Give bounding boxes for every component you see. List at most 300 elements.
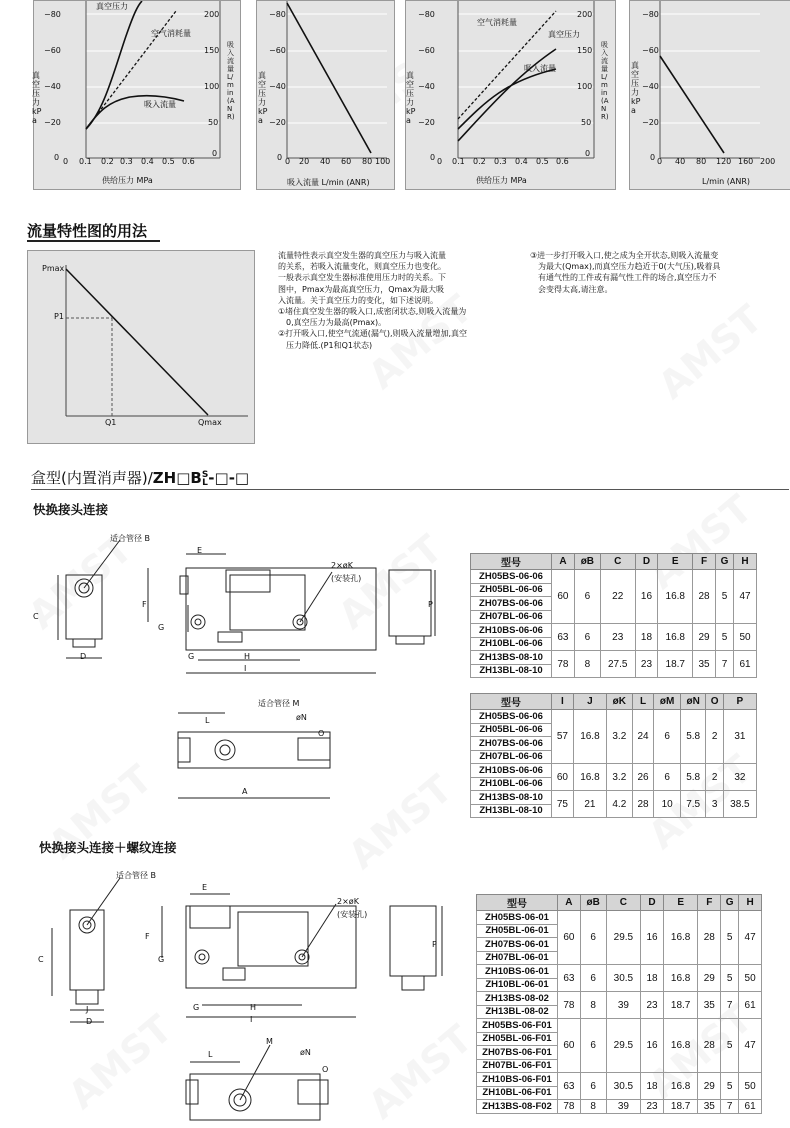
value-cell: 61 [739, 1100, 762, 1114]
model-cell: ZH10BL-06-06 [471, 777, 552, 791]
value-cell: 16.8 [663, 1073, 698, 1100]
box-title-sub: L [202, 477, 208, 488]
chart2-ytick-3: −20 [269, 118, 286, 127]
header-col: G [715, 554, 733, 570]
value-cell: 6 [654, 710, 680, 764]
value-cell: 61 [734, 651, 757, 678]
value-cell: 16.8 [573, 764, 606, 791]
value-cell: 39 [606, 1100, 641, 1114]
sub2-label-hole2: (安装孔) [337, 910, 368, 919]
chart2-xtick-1: 20 [299, 157, 310, 166]
chart1-curve-label-suction: 吸入流量 [144, 100, 176, 109]
value-cell: 16.8 [663, 911, 698, 965]
model-cell: ZH05BS-06-F01 [477, 1019, 558, 1033]
chart1-ytick-0: −80 [44, 10, 61, 19]
flow-text-line: 流量特性表示真空发生器的真空压力与吸入流量 [278, 251, 446, 260]
value-cell: 6 [580, 965, 606, 992]
model-cell: ZH07BL-06-06 [471, 610, 552, 624]
model-cell: ZH10BS-06-F01 [477, 1073, 558, 1087]
value-cell: 28 [632, 791, 654, 818]
chart4-xlabel: L/min (ANR) [702, 177, 751, 186]
header-col: L [632, 694, 654, 710]
model-cell: ZH05BL-06-06 [471, 583, 552, 597]
value-cell: 63 [558, 965, 581, 992]
sub1-drawing [40, 530, 460, 810]
sub1-spec-table-1 [470, 553, 757, 678]
header-col: I [552, 694, 574, 710]
sub1-label-g2: G [188, 652, 195, 661]
table-row [471, 710, 757, 724]
box-title-prefix: 盒型(内置消声器)/ [31, 469, 153, 487]
chart1-ylabel: 真空压力 kPa [32, 71, 42, 125]
table-row [471, 624, 757, 638]
flow-section-rule [27, 240, 160, 242]
chart4-ytick-3: −20 [642, 118, 659, 127]
chart1-ytick-4: 0 [54, 153, 60, 162]
value-cell: 8 [580, 992, 606, 1019]
sub1-label-tube-m: 适合管径 M [258, 699, 300, 708]
value-cell: 31 [723, 710, 756, 764]
flow-text-line: 入流量。关于真空压力的变化，如下述说明。 [278, 295, 438, 305]
chart4-ytick-0: −80 [642, 10, 659, 19]
header-col: C [606, 895, 641, 911]
value-cell: 5 [715, 624, 733, 651]
chart2-ytick-0: −80 [269, 10, 286, 19]
value-cell: 5.8 [680, 764, 706, 791]
value-cell: 23 [641, 1100, 664, 1114]
flow-text-line: 图中，Pmax为最高真空压力，Qmax为最大吸 [278, 284, 444, 294]
value-cell: 8 [580, 1100, 606, 1114]
sub2-label-g: G [158, 955, 165, 964]
chart2-flow-line [287, 3, 371, 153]
header-col: H [734, 554, 757, 570]
sub2-label-p: P [432, 940, 437, 949]
model-cell: ZH05BS-06-06 [471, 710, 552, 724]
sub2-label-tube-b: 适合管径 B [116, 871, 157, 880]
model-cell: ZH10BS-06-01 [477, 965, 558, 979]
flow-text-line: 压力降低.(P1和Q1状态) [278, 340, 373, 350]
value-cell: 35 [698, 992, 721, 1019]
value-cell: 16 [635, 570, 658, 624]
flow-chart-p1: P1 [54, 312, 64, 321]
value-cell: 26 [632, 764, 654, 791]
value-cell: 18.7 [663, 1100, 698, 1114]
chart4-xtick-2: 80 [696, 157, 707, 166]
chart2-xlabel: 吸入流量 L/min (ANR) [287, 178, 370, 187]
value-cell: 7.5 [680, 791, 706, 818]
value-cell: 78 [558, 1100, 581, 1114]
chart2-xtick-2: 40 [320, 157, 331, 166]
value-cell: 30.5 [606, 1073, 641, 1100]
table-header-row [471, 694, 757, 710]
header-col: J [573, 694, 606, 710]
sub2-label-f: F [145, 932, 150, 941]
chart4-xtick-1: 40 [675, 157, 686, 166]
value-cell: 4.2 [607, 791, 633, 818]
table-row [477, 1073, 762, 1087]
chart4-flow-line [660, 56, 724, 153]
value-cell: 38.5 [723, 791, 756, 818]
value-cell: 6 [580, 1019, 606, 1073]
model-cell: ZH05BS-06-01 [477, 911, 558, 925]
chart-vacuum-vs-supply-2 [405, 0, 616, 190]
sub2-label-h: H [250, 1003, 257, 1012]
sub1-label-f: F [142, 600, 147, 609]
value-cell: 57 [552, 710, 574, 764]
flow-characteristic-chart [27, 250, 255, 444]
flow-section-title: 流量特性图的用法 [27, 222, 148, 240]
value-cell: 8 [574, 651, 600, 678]
sub2-label-n: øN [300, 1048, 311, 1057]
value-cell: 5 [721, 911, 739, 965]
model-cell: ZH13BL-08-02 [477, 1005, 558, 1019]
value-cell: 5.8 [680, 710, 706, 764]
value-cell: 32 [723, 764, 756, 791]
chart3-ylabel: 真空压力 kPa [406, 71, 416, 125]
chart1-xtick-2: 0.2 [101, 157, 114, 166]
watermark-text [650, 296, 771, 407]
sub1-label-p: P [428, 600, 433, 609]
table-row [471, 570, 757, 584]
value-cell: 16 [641, 1019, 664, 1073]
value-cell: 16 [641, 911, 664, 965]
value-cell: 61 [739, 992, 762, 1019]
value-cell: 60 [558, 1019, 581, 1073]
value-cell: 28 [698, 911, 721, 965]
flow-text-line: ②打开吸入口,使空气流通(漏气),则吸入流量增加,真空 [278, 329, 468, 339]
value-cell: 5 [715, 570, 733, 624]
value-cell: 2 [706, 764, 723, 791]
flow-text-col2 [530, 250, 770, 295]
model-cell: ZH07BS-06-01 [477, 938, 558, 952]
model-cell: ZH10BS-06-06 [471, 624, 552, 638]
header-col: A [558, 895, 581, 911]
value-cell: 7 [721, 1100, 739, 1114]
chart2-ytick-2: −40 [269, 82, 286, 91]
table-row [471, 651, 757, 665]
table-header-row [477, 895, 762, 911]
value-cell: 28 [698, 1019, 721, 1073]
table-row [477, 1019, 762, 1033]
header-model: 型号 [471, 554, 552, 570]
chart4-xtick-4: 160 [738, 157, 754, 166]
chart1-xlabel: 供给压力 MPa [102, 176, 153, 185]
header-col: G [721, 895, 739, 911]
table-row [471, 764, 757, 778]
value-cell: 18.7 [658, 651, 693, 678]
box-section-rule [31, 489, 789, 490]
value-cell: 50 [734, 624, 757, 651]
value-cell: 16.8 [658, 570, 693, 624]
model-cell: ZH07BS-06-06 [471, 737, 552, 751]
model-cell: ZH13BL-08-10 [471, 664, 552, 678]
value-cell: 24 [632, 710, 654, 764]
flow-text-line: 的关系，若吸入流量变化，则真空压力也变化。 [278, 262, 446, 272]
value-cell: 2 [706, 710, 723, 764]
value-cell: 60 [552, 764, 574, 791]
value-cell: 63 [552, 624, 575, 651]
sub2-label-e: E [202, 883, 208, 892]
value-cell: 28 [693, 570, 716, 624]
chart3-y2tick-2: 100 [577, 82, 593, 91]
value-cell: 35 [698, 1100, 721, 1114]
chart1-y2tick-2: 100 [204, 82, 220, 91]
chart-vacuum-vs-flow-1 [256, 0, 395, 190]
header-col: F [698, 895, 721, 911]
chart-vacuum-vs-flow-2 [629, 0, 790, 190]
header-model: 型号 [477, 895, 558, 911]
flow-text-line: 会变得太高,请注意。 [530, 284, 613, 294]
chart3-curve-label-vacuum: 真空压力 [548, 30, 580, 39]
value-cell: 29.5 [606, 1019, 641, 1073]
chart1-ytick-1: −60 [44, 46, 61, 55]
value-cell: 6 [654, 764, 680, 791]
flow-text-line: 为最大(Qmax),而真空压力趋近于0(大气压),吸着具 [530, 262, 721, 272]
value-cell: 29 [698, 965, 721, 992]
value-cell: 3.2 [607, 710, 633, 764]
value-cell: 60 [552, 570, 575, 624]
chart1-y2label: 吸入流量 L/min (ANR) [227, 41, 235, 121]
flow-text-line: ③进一步打开吸入口,使之成为全开状态,则吸入流量变 [530, 251, 719, 260]
header-col: øB [580, 895, 606, 911]
value-cell: 47 [739, 911, 762, 965]
value-cell: 18 [641, 1073, 664, 1100]
value-cell: 16.8 [663, 1019, 698, 1073]
header-col: O [706, 694, 723, 710]
value-cell: 78 [558, 992, 581, 1019]
sub1-label-l: L [205, 716, 210, 725]
value-cell: 5 [721, 965, 739, 992]
value-cell: 3.2 [607, 764, 633, 791]
header-col: øB [574, 554, 600, 570]
chart3-xtick-0: 0 [437, 157, 443, 166]
chart4-xtick-3: 120 [716, 157, 732, 166]
value-cell: 6 [574, 624, 600, 651]
chart1-xtick-6: 0.6 [182, 157, 195, 166]
value-cell: 39 [606, 992, 641, 1019]
chart1-ytick-3: −20 [44, 118, 61, 127]
value-cell: 5 [721, 1019, 739, 1073]
flow-chart-pmax: Pmax [42, 264, 65, 273]
header-col: E [663, 895, 698, 911]
chart4-ytick-2: −40 [642, 82, 659, 91]
value-cell: 30.5 [606, 965, 641, 992]
sub1-spec-table-2 [470, 693, 757, 818]
sub2-label-o: O [322, 1065, 329, 1074]
header-col: H [739, 895, 762, 911]
sub1-label-hole2: (安装孔) [331, 574, 362, 583]
model-cell: ZH10BL-06-01 [477, 978, 558, 992]
header-col: F [693, 554, 716, 570]
model-cell: ZH13BS-08-10 [471, 791, 552, 805]
value-cell: 21 [573, 791, 606, 818]
flow-text-col1 [278, 250, 518, 351]
chart1-y2tick-4: 0 [212, 149, 218, 158]
header-col: D [641, 895, 664, 911]
value-cell: 23 [600, 624, 635, 651]
value-cell: 10 [654, 791, 680, 818]
chart1-xtick-4: 0.4 [141, 157, 154, 166]
box-section-title [31, 467, 249, 488]
chart1-y2tick-0: 200 [204, 10, 220, 19]
value-cell: 23 [635, 651, 658, 678]
model-cell: ZH10BL-06-F01 [477, 1086, 558, 1100]
header-model: 型号 [471, 694, 552, 710]
chart3-xtick-2: 0.2 [473, 157, 486, 166]
table-header-row [471, 554, 757, 570]
chart4-xtick-5: 200 [760, 157, 776, 166]
flow-chart-qmax: Qmax [198, 418, 222, 427]
header-col: P [723, 694, 756, 710]
chart3-y2label: 吸入流量 L/min (ANR) [601, 41, 609, 121]
model-cell: ZH05BL-06-F01 [477, 1032, 558, 1046]
chart1-xtick-1: 0.1 [79, 157, 92, 166]
sub1-label-h: H [244, 652, 251, 661]
table-row [477, 1100, 762, 1114]
sub2-label-c: C [38, 955, 44, 964]
sub2-label-m: M [266, 1037, 273, 1046]
chart1-curve-label-vacuum: 真空压力 [96, 2, 128, 11]
value-cell: 16.8 [573, 710, 606, 764]
value-cell: 35 [693, 651, 716, 678]
model-cell: ZH05BL-06-06 [471, 723, 552, 737]
sub2-spec-table [476, 894, 762, 1114]
sub1-label-o: O [318, 729, 325, 738]
sub2-label-l: L [208, 1050, 213, 1059]
model-cell: ZH13BS-08-02 [477, 992, 558, 1006]
value-cell: 6 [574, 570, 600, 624]
value-cell: 16.8 [658, 624, 693, 651]
chart3-y2tick-4: 0 [585, 149, 591, 158]
value-cell: 7 [715, 651, 733, 678]
sub1-title: 快换接头连接 [33, 502, 109, 517]
value-cell: 78 [552, 651, 575, 678]
header-col: øM [654, 694, 680, 710]
box-title-sup: S [201, 469, 209, 480]
chart3-ytick-4: 0 [430, 153, 436, 162]
chart2-ytick-4: 0 [277, 153, 283, 162]
value-cell: 63 [558, 1073, 581, 1100]
sub1-label-tube-b: 适合管径 B [110, 534, 151, 543]
value-cell: 50 [739, 965, 762, 992]
chart1-xtick-5: 0.5 [162, 157, 175, 166]
table-row [471, 791, 757, 805]
sub1-label-hole: 2×øK [331, 561, 353, 570]
chart4-ytick-1: −60 [642, 46, 659, 55]
header-col: D [635, 554, 658, 570]
model-cell: ZH13BS-08-F02 [477, 1100, 558, 1114]
value-cell: 23 [641, 992, 664, 1019]
chart2-ylabel: 真空压力 kPa [258, 71, 268, 125]
flow-chart-svg [28, 251, 254, 443]
value-cell: 6 [580, 1073, 606, 1100]
value-cell: 47 [739, 1019, 762, 1073]
chart3-xtick-6: 0.6 [556, 157, 569, 166]
chart3-ytick-0: −80 [418, 10, 435, 19]
value-cell: 29 [698, 1073, 721, 1100]
chart-vacuum-vs-supply-1 [33, 0, 241, 190]
chart1-curve-label-consumption: 空气消耗量 [151, 29, 191, 38]
sub1-label-a: A [242, 787, 248, 796]
sub2-label-hole: 2×øK [337, 897, 359, 906]
value-cell: 16.8 [663, 965, 698, 992]
sub2-drawing [40, 860, 470, 1121]
sub1-label-c: C [33, 612, 39, 621]
chart1-vacuum-curve [86, 1, 142, 129]
chart2-xtick-5: 100 [375, 157, 391, 166]
chart3-y2tick-1: 150 [577, 46, 593, 55]
chart2-xtick-3: 60 [341, 157, 352, 166]
table-row [477, 911, 762, 925]
model-cell: ZH07BL-06-06 [471, 750, 552, 764]
box-title-suffix: -□-□ [208, 469, 250, 487]
chart3-xtick-3: 0.3 [494, 157, 507, 166]
chart3-xtick-1: 0.1 [452, 157, 465, 166]
value-cell: 22 [600, 570, 635, 624]
header-col: øN [680, 694, 706, 710]
model-cell: ZH05BL-06-01 [477, 924, 558, 938]
value-cell: 29 [693, 624, 716, 651]
value-cell: 18 [641, 965, 664, 992]
chart3-ytick-1: −60 [418, 46, 435, 55]
flow-text-line: 一般表示真空发生器标准使用压力时的关系。下 [278, 273, 446, 283]
chart1-ytick-2: −40 [44, 82, 61, 91]
chart2-xtick-4: 80 [362, 157, 373, 166]
header-col: C [600, 554, 635, 570]
sub2-label-j: J [86, 1005, 89, 1014]
value-cell: 18 [635, 624, 658, 651]
chart2-ytick-1: −60 [269, 46, 286, 55]
value-cell: 6 [580, 911, 606, 965]
flow-text-line: ①堵住真空发生器的吸入口,成密闭状态,则吸入流量为 [278, 307, 467, 317]
flow-text-line: 0,真空压力为最高(Pmax)。 [278, 318, 387, 328]
chart3-ytick-2: −40 [418, 82, 435, 91]
model-cell: ZH10BS-06-06 [471, 764, 552, 778]
chart1-xtick-3: 0.3 [120, 157, 133, 166]
chart4-ytick-4: 0 [650, 153, 656, 162]
box-title-model: ZH□B [152, 469, 202, 487]
flow-text-line: 有通气性的工件或有漏气性工件的场合,真空压力不 [530, 273, 717, 283]
header-col: øK [607, 694, 633, 710]
value-cell: 3 [706, 791, 723, 818]
chart4-xtick-0: 0 [657, 157, 663, 166]
sub2-title: 快换接头连接＋螺纹连接 [39, 840, 177, 855]
chart2-xtick-0: 0 [285, 157, 291, 166]
model-cell: ZH13BS-08-10 [471, 651, 552, 665]
chart1-xtick-0: 0 [63, 157, 69, 166]
model-cell: ZH07BS-06-F01 [477, 1046, 558, 1060]
header-col: E [658, 554, 693, 570]
chart3-y2tick-3: 50 [581, 118, 592, 127]
chart1-y2tick-3: 50 [208, 118, 219, 127]
value-cell: 7 [721, 992, 739, 1019]
chart3-y2tick-0: 200 [577, 10, 593, 19]
chart3-xtick-5: 0.5 [536, 157, 549, 166]
chart3-ytick-3: −20 [418, 118, 435, 127]
value-cell: 47 [734, 570, 757, 624]
model-cell: ZH13BL-08-10 [471, 804, 552, 818]
model-cell: ZH07BS-06-06 [471, 597, 552, 611]
table-row [477, 965, 762, 979]
model-cell: ZH07BL-06-01 [477, 951, 558, 965]
sub1-label-e: E [197, 546, 203, 555]
value-cell: 27.5 [600, 651, 635, 678]
sub2-label-i: I [250, 1015, 253, 1024]
chart4-ylabel: 真空压力 kPa [631, 61, 641, 115]
chart3-xtick-4: 0.4 [515, 157, 528, 166]
header-col: A [552, 554, 575, 570]
sub2-label-g2: G [193, 1003, 200, 1012]
